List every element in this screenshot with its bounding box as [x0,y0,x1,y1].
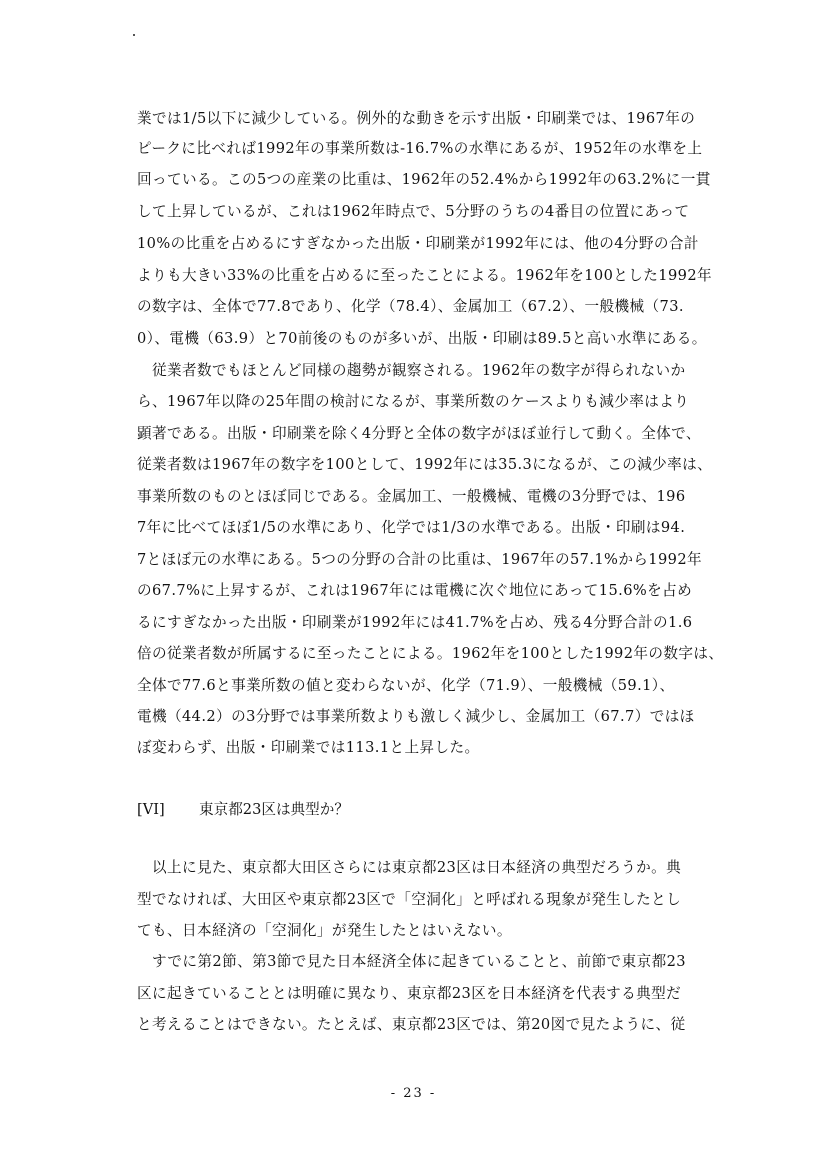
section-heading [137,800,349,820]
text-line: 0）、電機（63.9）と70前後のものが多いが、出版・印刷は89.5と高い水準にある。 [137,330,707,347]
text-line: 倍の従業者数が所属するに至ったことによる。1962年を100とした1992年の数字は、 [137,645,724,662]
text-line: 全体で77.6と事業所数の値と変わらないが、化学（71.9）、一般機械（59.1）、 [137,677,675,694]
text-line: 電機（44.2）の3分野では事業所数よりも激しく減少し、金属加工（67.7）ではほ [137,708,695,725]
text-line: 型でなければ、大田区や東京都23区で「空洞化」と呼ばれる現象が発生したとし [137,891,682,908]
text-line: すでに第2節、第3節で見た日本経済全体に起きていることと、前節で東京都23 [137,953,686,970]
text-line: ても、日本経済の「空洞化」が発生したとはいえない。 [137,922,512,939]
section-title: 東京都23区は典型か？ [199,801,349,818]
text-line: 以上に見た、東京都大田区さらには東京都23区は日本経済の典型だろうか。典 [137,859,682,876]
text-line: ピークに比べれば1992年の事業所数は-16.7%の水準にあるが、1952年の水準を上 [137,140,703,157]
scan-artifact-dot [133,34,135,36]
text-line: よりも大きい33%の比重を占めるに至ったことによる。1962年を100とした1992年 [137,267,712,284]
text-line: の数字は、全体で77.8であり、化学（78.4）、金属加工（67.2）、一般機械（73. [137,298,684,315]
page-number: - 23 - [390,1086,437,1101]
text-line: 7年に比べてほぼ1/5の水準にあり、化学では1/3の水準である。出版・印刷は94. [137,519,686,536]
text-line: 業では1/5以下に減少している。例外的な動きを示す出版・印刷業では、1967年の [137,110,696,127]
section-number: [VI] [137,801,165,818]
text-line: 顕著である。出版・印刷業を除く4分野と全体の数字がほぼ並行して動く。全体で、 [137,425,701,442]
text-line: 事業所数のものとほぼ同じである。金属加工、一般機械、電機の3分野では、196 [137,488,686,505]
text-line: ぼ変わらず、出版・印刷業では113.1と上昇した。 [137,739,480,756]
text-line: 回っている。この5つの産業の比重は、1962年の52.4%から1992年の63.2%に一貫 [137,171,711,188]
text-line: の67.7%に上昇するが、これは1967年には電機に次ぐ地位にあって15.6%を占め [137,582,693,599]
text-line: 区に起きていることとは明確に異なり、東京都23区を日本経済を代表する典型だ [137,985,682,1002]
text-line: ら、1967年以降の25年間の検討になるが、事業所数のケースよりも減少率はより [137,393,690,410]
text-line: して上昇しているが、これは1962年時点で、5分野のうちの4番目の位置にあって [137,203,690,220]
text-line: 従業者数でもほとんど同様の趨勢が観察される。1962年の数字が得られないか [137,362,686,379]
text-line: るにすぎなかった出版・印刷業が1992年には41.7%を占め、残る4分野合計の1.6 [137,614,693,631]
text-line: 7とほぼ元の水準にある。5つの分野の合計の比重は、1967年の57.1%から1992年 [137,551,703,568]
text-line: 従業者数は1967年の数字を100として、1992年には35.3になるが、この減少率は、 [137,456,713,473]
text-line: 10%の比重を占めるにすぎなかった出版・印刷業が1992年には、他の4分野の合計 [137,235,699,252]
text-line: と考えることはできない。たとえば、東京都23区では、第20図で見たように、従 [137,1016,686,1033]
